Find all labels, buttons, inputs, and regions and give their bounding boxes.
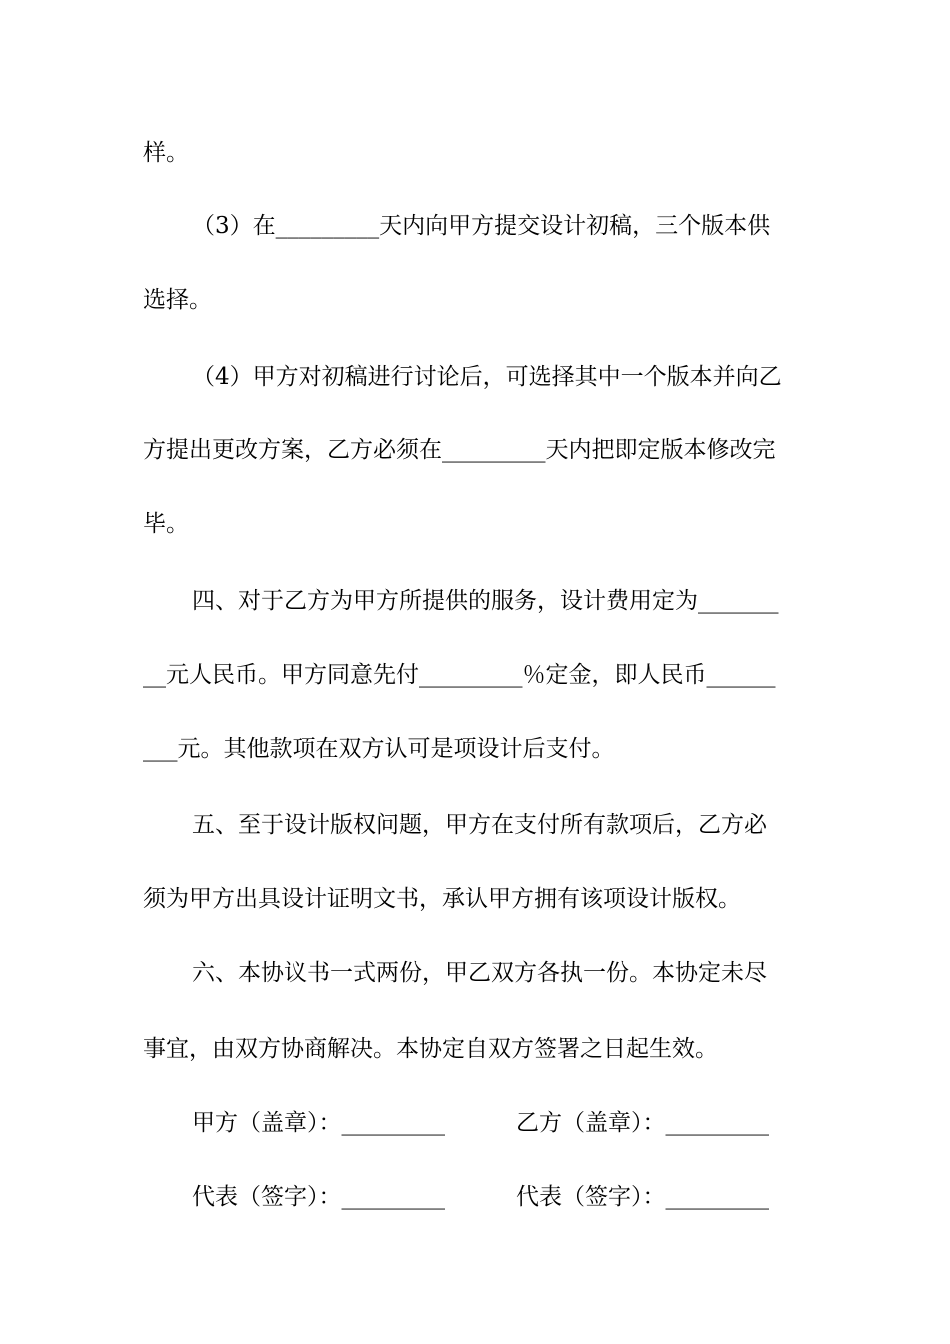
party-b-seal-line: 乙方（盖章）：_________ — [516, 1110, 769, 1136]
paragraph-line: 四、对于乙方为甲方所提供的服务，设计费用定为_______ — [192, 588, 779, 614]
paragraph-line: 须为甲方出具设计证明文书，承认甲方拥有该项设计版权。 — [143, 886, 741, 912]
party-a-rep-line: 代表（签字）：_________ — [192, 1184, 445, 1210]
paragraph-line: 样。 — [143, 140, 189, 166]
party-b-rep-line: 代表（签字）：_________ — [516, 1184, 769, 1210]
paragraph-line: （4）甲方对初稿进行讨论后，可选择其中一个版本并向乙 — [192, 364, 782, 390]
paragraph-line: 选择。 — [143, 287, 212, 313]
paragraph-line: 六、本协议书一式两份，甲乙双方各执一份。本协定未尽 — [192, 960, 767, 986]
paragraph-line: ___元。其他款项在双方认可是项设计后支付。 — [143, 736, 615, 762]
paragraph-line: （3）在_________天内向甲方提交设计初稿，三个版本供 — [192, 213, 771, 239]
paragraph-line: __元人民币。甲方同意先付_________％定金，即人民币______ — [143, 662, 776, 688]
paragraph-line: 事宜，由双方协商解决。本协定自双方签署之日起生效。 — [143, 1036, 718, 1062]
paragraph-line: 毕。 — [143, 511, 189, 537]
paragraph-line: 方提出更改方案，乙方必须在_________天内把即定版本修改完 — [143, 437, 776, 463]
paragraph-line: 五、至于设计版权问题，甲方在支付所有款项后，乙方必 — [192, 812, 767, 838]
party-a-seal-line: 甲方（盖章）：_________ — [192, 1110, 445, 1136]
